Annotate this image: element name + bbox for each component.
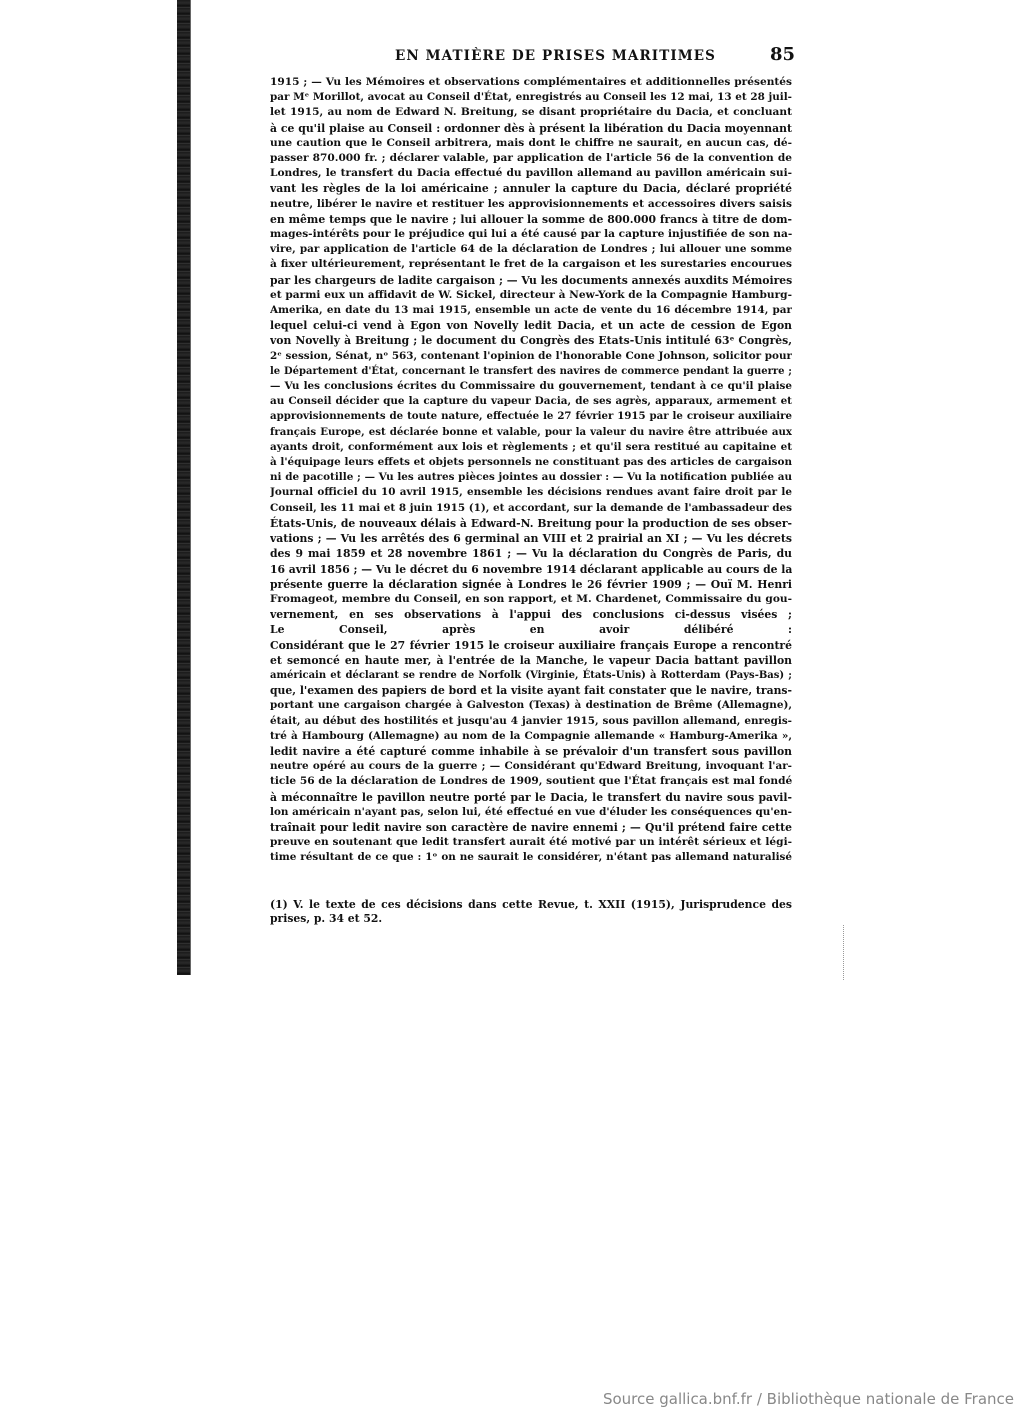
- text-line: 2ᵉ session, Sénat, nᵒ 563, contenant l'opinion de l'honorable Cone Johnson, solicitor pour: [270, 349, 792, 362]
- body-text: [270, 75, 792, 866]
- text-line: Amerika, en date du 13 mai 1915, ensemble un acte de vente du 16 décembre 1914, par: [270, 304, 792, 317]
- text-line: était, au début des hostilités et jusqu'au 4 janvier 1915, sous pavillon allemand, enregis-: [270, 714, 792, 727]
- text-line: américain et déclarant se rendre de Norfolk (Virginie, États-Unis) à Rotterdam (Pays-Bas) ;: [270, 669, 792, 681]
- text-line: 1915 ; — Vu les Mémoires et observations complémentaires et additionnelles présentés: [270, 76, 792, 88]
- footnote-line: prises, p. 34 et 52.: [270, 912, 383, 925]
- text-line: ayants droit, conformément aux lois et règlements ; et qu'il sera restitué au capitaine et: [270, 440, 792, 453]
- text-line: — Vu les conclusions écrites du Commissaire du gouvernement, tendant à ce qu'il plaise: [270, 380, 792, 393]
- text-line: au Conseil décider que la capture du vapeur Dacia, de ses agrès, apparaux, armement et: [270, 395, 792, 408]
- text-line: von Novelly à Breitung ; le document du Congrès des Etats-Unis intitulé 63ᵉ Congrès,: [270, 334, 792, 348]
- text-line: time résultant de ce que : 1ᵒ on ne saurait le considérer, n'étant pas allemand naturalisé: [270, 851, 792, 864]
- margin-mark: [843, 925, 845, 980]
- text-line: une caution que le Conseil arbitrera, mais dont le chiffre ne saurait, en aucun cas, dé-: [270, 136, 792, 149]
- text-line: lequel celui-ci vend à Egon von Novelly ledit Dacia, et un acte de cession de Egon: [270, 319, 792, 333]
- text-line: preuve en soutenant que ledit transfert aurait été motivé par un intérêt sérieux et légi-: [270, 836, 792, 849]
- text-line: neutre opéré au cours de la guerre ; — Considérant qu'Edward Breitung, invoquant l'ar-: [270, 760, 792, 773]
- text-line: Londres, le transfert du Dacia effectué du pavillon allemand au pavillon américain sui-: [270, 167, 792, 180]
- running-title: EN MATIÈRE DE PRISES MARITIMES: [395, 48, 717, 64]
- text-line: ticle 56 de la déclaration de Londres de 1909, soutient que l'État français est mal fondé: [270, 775, 792, 788]
- text-line: tré à Hambourg (Allemagne) au nom de la Compagnie allemande « Hamburg-Amerika »,: [270, 729, 792, 742]
- source-attribution: Source gallica.bnf.fr / Bibliothèque nationale de France: [602, 1390, 1014, 1408]
- text-line: 16 avril 1856 ; — Vu le décret du 6 novembre 1914 déclarant applicable au cours de la: [270, 562, 792, 576]
- text-line: Considérant que le 27 février 1915 le croiseur auxiliaire français Europe a rencontré: [270, 638, 792, 652]
- text-line: portant une cargaison chargée à Galveston (Texas) à destination de Brême (Allemagne),: [270, 699, 792, 712]
- text-line: lon américain n'ayant pas, selon lui, été effectué en vue d'éluder les conséquences qu'en-: [270, 805, 792, 818]
- text-line: à fixer ultérieurement, représentant le fret de la cargaison et les surestaries encourues: [270, 258, 792, 271]
- text-line: en même temps que le navire ; lui allouer la somme de 800.000 francs à titre de dom-: [270, 212, 792, 226]
- text-line: let 1915, au nom de Edward N. Breitung, se disant propriétaire du Dacia, et concluant: [270, 106, 792, 119]
- binding-strip: [177, 0, 190, 975]
- text-line: vations ; — Vu les arrêtés des 6 germinal an VIII et 2 prairial an XI ; — Vu les décrets: [270, 532, 792, 546]
- text-line: à ce qu'il plaise au Conseil : ordonner dès à présent la libération du Dacia moyennant: [270, 121, 792, 135]
- text-line: et parmi eux un affidavit de W. Sickel, directeur à New-York de la Compagnie Hamburg-: [270, 288, 792, 301]
- text-line: Journal officiel du 10 avril 1915, ensemble les décisions rendues avant faire droit par le: [270, 486, 792, 499]
- text-line: par Mᵉ Morillot, avocat au Conseil d'État, enregistrés au Conseil les 12 mai, 13 et 28 juil-: [270, 91, 792, 104]
- page-number: 85: [769, 44, 795, 65]
- text-line: par les chargeurs de ladite cargaison ; — Vu les documents annexés auxdits Mémoires: [270, 273, 792, 287]
- text-line: traînait pour ledit navire son caractère de navire ennemi ; — Qu'il prétend faire cette: [270, 820, 792, 834]
- text-line: vire, par application de l'article 64 de la déclaration de Londres ; lui allouer une somme: [270, 243, 792, 256]
- binding-edge: [190, 0, 191, 975]
- text-line: que, l'examen des papiers de bord et la visite ayant fait constater que le navire, trans-: [270, 684, 792, 698]
- text-line: passer 870.000 fr. ; déclarer valable, par application de l'article 56 de la convention de: [270, 152, 792, 165]
- text-line: États-Unis, de nouveaux délais à Edward-N. Breitung pour la production de ses obser-: [270, 516, 792, 530]
- text-line: présente guerre la déclaration signée à Londres le 26 février 1909 ; — Ouï M. Henri: [270, 577, 792, 591]
- text-line: à méconnaître le pavillon neutre porté par le Dacia, le transfert du navire sous pavil-: [270, 790, 792, 804]
- text-line: et semoncé en haute mer, à l'entrée de la Manche, le vapeur Dacia battant pavillon: [270, 653, 792, 667]
- text-line: Conseil, les 11 mai et 8 juin 1915 (1), et accordant, sur la demande de l'ambassadeur des: [270, 501, 792, 514]
- text-line: des 9 mai 1859 et 28 novembre 1861 ; — Vu la déclaration du Congrès de Paris, du: [270, 547, 792, 561]
- text-line: approvisionnements de toute nature, effectuée le 27 février 1915 par le croiseur auxiliaire: [270, 410, 792, 423]
- text-line: mages-intérêts pour le préjudice qui lui a été causé par la capture injustifiée de son na-: [270, 228, 792, 241]
- text-line: Fromageot, membre du Conseil, en son rapport, et M. Chardenet, Commissaire du gou-: [270, 592, 792, 605]
- footnote: [270, 898, 792, 926]
- page-header: [270, 44, 795, 68]
- text-line: le Département d'État, concernant le transfert des navires de commerce pendant la guerre ;: [270, 365, 792, 377]
- text-line: Le Conseil, après en avoir délibéré :: [270, 623, 792, 637]
- text-line: à l'équipage leurs effets et objets personnels ne constituant pas des articles de cargaison: [270, 456, 792, 469]
- footnote-line: (1) V. le texte de ces décisions dans cette Revue, t. XXII (1915), Jurisprudence des: [270, 898, 792, 911]
- text-line: vernement, en ses observations à l'appui des conclusions ci-dessus visées ;: [270, 608, 792, 622]
- text-line: ledit navire a été capturé comme inhabile à se prévaloir d'un transfert sous pavillon: [270, 744, 792, 758]
- text-line: ni de pacotille ; — Vu les autres pièces jointes au dossier : — Vu la notification publiée au: [270, 471, 792, 484]
- text-line: neutre, libérer le navire et restituer les approvisionnements et accessoires divers saisis: [270, 197, 792, 210]
- text-line: français Europe, est déclarée bonne et valable, pour la valeur du navire être attribuée aux: [270, 425, 792, 438]
- text-line: vant les règles de la loi américaine ; annuler la capture du Dacia, déclaré propriété: [270, 182, 792, 196]
